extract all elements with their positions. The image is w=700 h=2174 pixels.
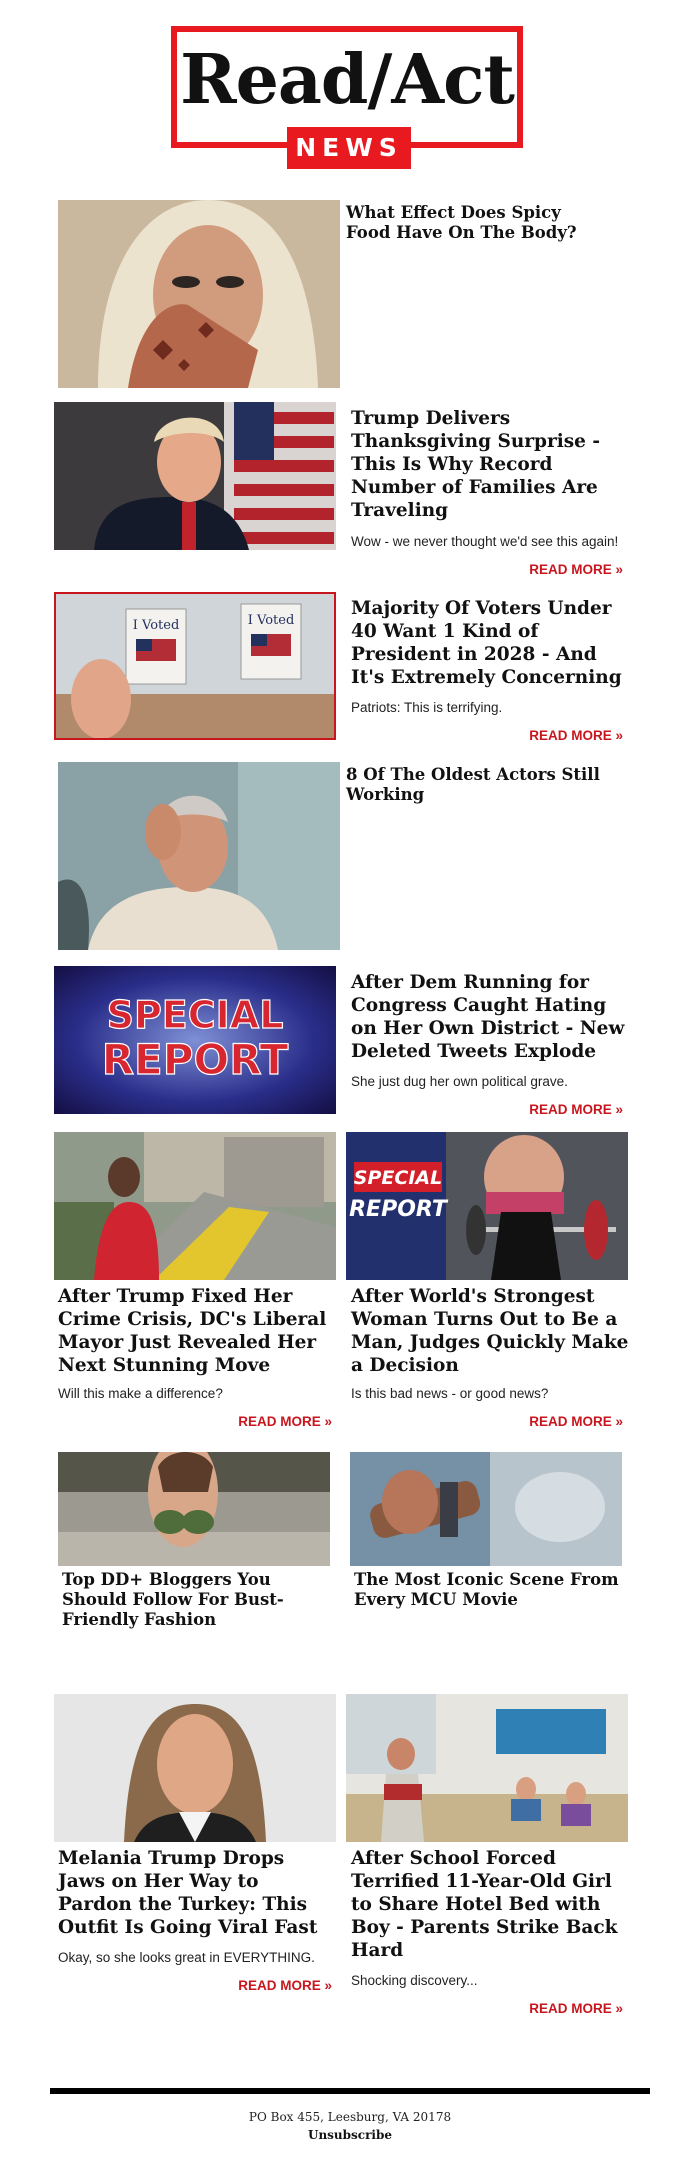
article-image-spicy-food[interactable] [58,200,340,388]
article-image-voting-booths[interactable] [54,592,336,740]
article-headline[interactable]: 8 Of The Oldest Actors Still Working [346,765,600,804]
article-image-trump-thanksgiving[interactable] [54,402,336,550]
article-headline[interactable]: Melania Trump Drops Jaws on Her Way to Pardon the Turkey: This Outfit Is Going Viral Fast [58,1848,318,1938]
article-teaser: Wow - we never thought we'd see this again! [351,534,619,549]
booth-label: I Voted [247,613,295,628]
article-image-strongest-woman[interactable] [346,1132,628,1280]
read-more-link[interactable]: READ MORE » [529,2001,623,2016]
booth-label: I Voted [132,618,180,633]
footer-divider [50,2088,650,2094]
read-more-link[interactable]: READ MORE » [529,1414,623,1429]
article-teaser: Is this bad news - or good news? [351,1386,549,1401]
article-headline[interactable]: After Dem Running for Congress Caught Hating on Her Own District - New Deleted Tweets Explode [351,972,625,1062]
article-teaser: She just dug her own political grave. [351,1074,568,1089]
read-more-link[interactable]: READ MORE » [529,562,623,577]
article-image-special-report[interactable] [54,966,336,1114]
article-headline[interactable]: After Trump Fixed Her Crime Crisis, DC's Liberal Mayor Just Revealed Her Next Stunning Move [58,1286,327,1376]
article-image-fashion-blogger[interactable] [58,1452,330,1566]
article-teaser: Okay, so she looks great in EVERYTHING. [58,1950,315,1965]
read-more-link[interactable]: READ MORE » [529,1102,623,1117]
article-headline[interactable]: Trump Delivers Thanksgiving Surprise - This Is Why Record Number of Families Are Traveling [351,408,601,521]
logo-title[interactable]: Read/Act [180,40,514,120]
unsubscribe-link[interactable]: Unsubscribe [307,2128,393,2142]
article-teaser: Patriots: This is terrifying. [351,700,503,715]
article-headline[interactable]: Top DD+ Bloggers You Should Follow For Bust-Friendly Fashion [62,1570,284,1629]
article-headline[interactable]: After World's Strongest Woman Turns Out to Be a Man, Judges Quickly Make a Decision [351,1286,629,1376]
article-image-oldest-actor[interactable] [58,762,340,950]
read-more-link[interactable]: READ MORE » [238,1978,332,1993]
article-headline[interactable]: What Effect Does Spicy Food Have On The Body? [346,203,577,242]
article-image-classroom[interactable] [346,1694,628,1842]
article-image-melania[interactable] [54,1694,336,1842]
article-headline[interactable]: Majority Of Voters Under 40 Want 1 Kind of President in 2028 - And It's Extremely Concerning [351,598,622,688]
article-image-dc-mayor[interactable] [54,1132,336,1280]
article-image-mcu-scene[interactable] [350,1452,622,1566]
special-report-word: SPECIAL [106,993,284,1037]
special-report-word: REPORT [349,1197,447,1222]
article-headline[interactable]: The Most Iconic Scene From Every MCU Movie [354,1570,619,1609]
article-teaser: Shocking discovery... [351,1973,478,1988]
special-report-word: SPECIAL [353,1167,443,1189]
read-more-link[interactable]: READ MORE » [238,1414,332,1429]
read-more-link[interactable]: READ MORE » [529,728,623,743]
logo-subtitle-badge: NEWS [287,127,411,169]
article-teaser: Will this make a difference? [58,1386,223,1401]
article-headline[interactable]: After School Forced Terrified 11-Year-Old Girl to Share Hotel Bed with Boy - Parents Strike Back Hard [351,1848,618,1961]
special-report-word: REPORT [101,1035,289,1084]
footer-address: PO Box 455, Leesburg, VA 20178 [248,2110,452,2124]
